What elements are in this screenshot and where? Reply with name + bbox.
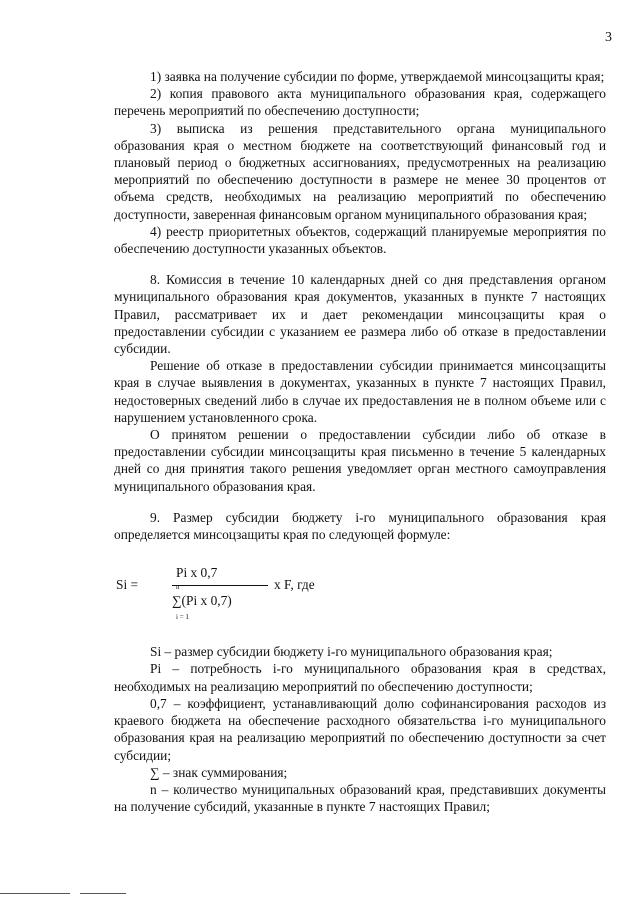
section-8-paragraph-2: Решение об отказе в предоставлении субсидии принимается минсоцзащиты края в случае выявления в документах, указанных в пункте 7 настоящих Правил, недостоверных сведений либо в случае их предоставления не в полном объеме или с нарушением установленного срока. — [114, 358, 606, 425]
definition-n: n – количество муниципальных образований края, представивших документы на получение субсидий, указанные в пункте 7 настоящих Правил; — [114, 781, 606, 815]
document-body — [114, 68, 606, 815]
spacer — [114, 495, 606, 509]
list-item-2: 2) копия правового акта муниципального образования края, содержащего перечень мероприятий по обеспечению доступности; — [114, 86, 606, 119]
definition-pi: Pi – потребность i-го муниципального образования края в средствах, необходимых на реализацию мероприятий по обеспечению доступности; — [114, 661, 606, 694]
sum-upper-limit: n — [176, 583, 180, 592]
subsidy-formula — [114, 563, 606, 625]
fraction-line — [172, 585, 268, 586]
formula-rhs: x F, где — [274, 577, 315, 593]
sum-lower-limit: i = 1 — [176, 613, 189, 622]
section-8-paragraph-1: 8. Комиссия в течение 10 календарных дней со дня представления органом муниципального образования края документов, указанных в пункте 7 настоящих Правил, рассматривает их и дает рекомендации минсоцзащиты края о предоставлении субсидии с указанием ее размера либо об отказе в предоставлении субсидии. — [114, 272, 606, 357]
definition-si: Si – размер субсидии бюджету i-го муниципального образования края; — [150, 644, 553, 660]
formula-definitions — [114, 643, 606, 815]
list-item-3: 3) выписка из решения представительного органа муниципального образования края о местном бюджете на соответствующий финансовый год и плановый период о бюджетных ассигнованиях, предусмотренных на реализацию мероприятий по обеспечению доступности в размере не менее 30 процентов от объема средств, необходимых на реализацию мероприятий по обеспечению доступности, заверенная финансовым органом муниципального образования края; — [114, 120, 606, 222]
list-item-4: 4) реестр приоритетных объектов, содержащий планируемые мероприятия по обеспечению доступности указанных объектов. — [114, 223, 606, 257]
section-9-paragraph: 9. Размер субсидии бюджету i-го муниципального образования края определяется минсоцзащиты края по следующей формуле: — [114, 509, 606, 543]
section-8-paragraph-3: О принятом решении о предоставлении субсидии либо об отказе в предоставлении субсидии минсоцзащиты края письменно в течение 5 календарных дней со дня принятия такого решения уведомляет орган местного самоуправления муниципального образования края. — [114, 427, 606, 494]
formula-numerator: Pi x 0,7 — [176, 565, 218, 581]
footer-rule — [0, 893, 640, 895]
formula-lhs: Si = — [116, 577, 139, 593]
definition-coefficient: 0,7 – коэффициент, устанавливающий долю софинансирования расходов из краевого бюджета на обеспечение расходного обязательства i-го муниципального образования края на реализацию мероприятий по обеспечению доступности за счет субсидии; — [114, 695, 606, 763]
list-item-1: 1) заявка на получение субсидии по форме, утверждаемой минсоцзащиты края; — [150, 69, 605, 84]
formula-denominator: ∑(Pi x 0,7) — [172, 593, 232, 609]
spacer — [114, 257, 606, 271]
page-number: 3 — [605, 30, 612, 45]
definition-sum: ∑ – знак суммирования; — [150, 764, 288, 780]
